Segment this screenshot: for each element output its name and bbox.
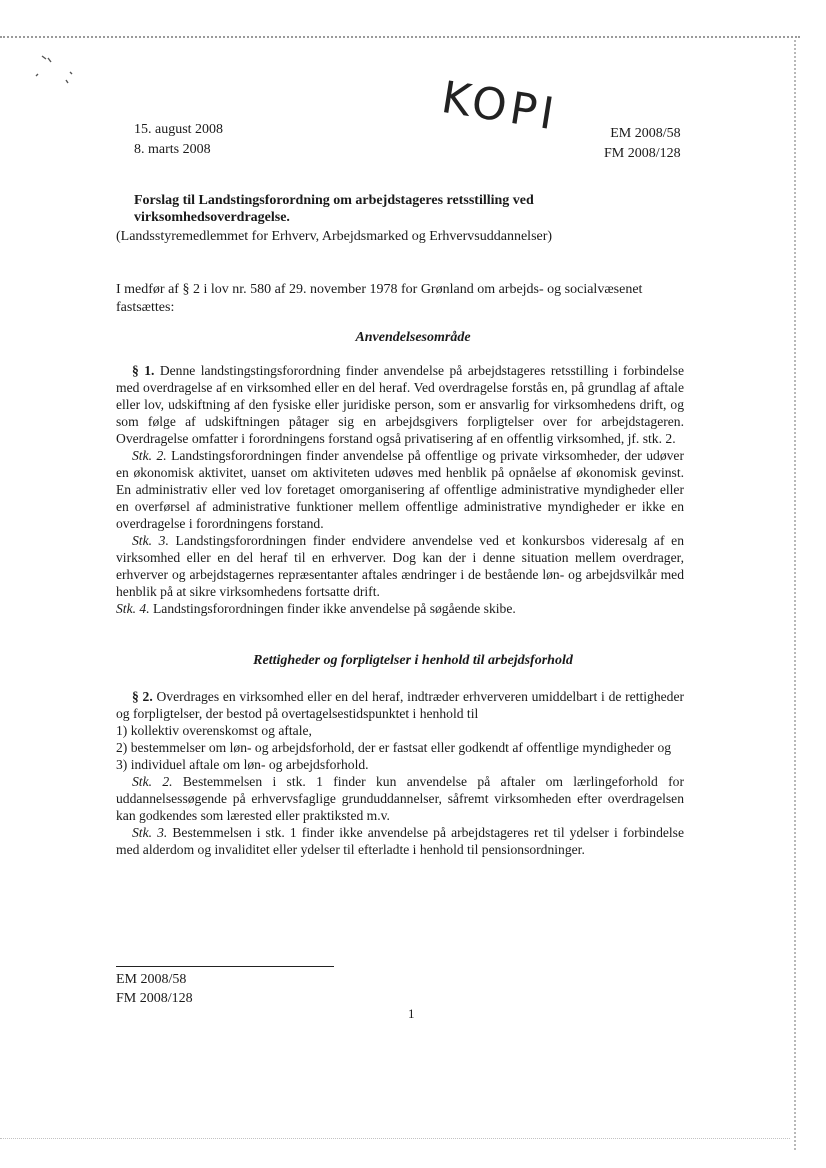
list-item: 2) bestemmelser om løn- og arbejdsforhold, der er fastsat eller godkendt af offentlige myndigheder og	[116, 740, 672, 755]
subsection-mark: Stk. 3.	[132, 825, 168, 840]
subsection-mark: Stk. 3.	[132, 533, 169, 548]
footnote-divider	[116, 966, 334, 967]
section-heading-rights: Rettigheder og forpligtelser i henhold til arbejdsforhold	[253, 653, 573, 668]
document-dates	[134, 120, 223, 160]
subsection-3	[116, 532, 684, 600]
paragraph-1	[116, 362, 684, 447]
subsection-2	[116, 447, 684, 532]
footer-ref: FM 2008/128	[116, 991, 193, 1006]
scan-edge-right	[794, 40, 796, 1150]
scan-edge-bottom	[0, 1138, 790, 1139]
preamble: I medfør af § 2 i lov nr. 580 af 29. november 1978 for Grønland om arbejds- og socialvæsenet fastsættes:	[116, 282, 643, 315]
date-line: 15. august 2008	[134, 122, 224, 137]
section-2-body	[116, 688, 684, 858]
case-references	[604, 124, 681, 164]
date-line: 8. marts 2008	[134, 142, 211, 157]
list-item: 1) kollektiv overenskomst og aftale,	[116, 723, 312, 738]
kopi-stamp: KOPI	[438, 72, 562, 141]
subsection-mark: Stk. 4.	[116, 601, 150, 616]
footer-references	[116, 970, 193, 1008]
paragraph-text: Denne landstingstingsforordning finder anvendelse på arbejdstageres retsstilling i forbindelse med overdragelse af en virksomhed eller en del heraf. Ved overdragelse forstås en, på grundlag af aftale eller lov, udskiftning af den fysiske eller juridiske person, som er ansvarlig for virksomhedens drift, og som følge af udskiftningen påtager sig en arbejdsgivers forpligtelser over for arbejdstageren. Overdragelse omfatter i forordningens forstand også privatisering af en offentlig virksomhed, jf. stk. 2.	[116, 363, 684, 446]
page-number: 1	[408, 1006, 415, 1021]
footer-ref: EM 2008/58	[116, 972, 187, 987]
paragraph-2	[116, 688, 684, 722]
case-ref: FM 2008/128	[604, 146, 681, 161]
paragraph-text: Bestemmelsen i stk. 1 finder kun anvendelse på aftaler om lærlingeforhold for uddannelsessøgende på erhvervsfaglige grunduddannelser, såfremt virksomheden efter overdragelsen kan godkendes som lærested eller praktiksted m.v.	[116, 774, 684, 823]
subsection-mark: Stk. 2.	[132, 448, 167, 463]
subsection-3	[116, 824, 684, 858]
paragraph-text: Overdrages en virksomhed eller en del heraf, indtræder erhververen umiddelbart i de rettigheder og forpligtelser, der bestod på overtagelsestidspunktet i henhold til	[116, 689, 685, 721]
subsection-2	[116, 773, 684, 824]
section-mark: § 2.	[132, 689, 153, 704]
scan-edge-top	[0, 36, 800, 38]
paragraph-text: Bestemmelsen i stk. 1 finder ikke anvendelse på arbejdstageres ret til ydelser i forbindelse med alderdom og invaliditet eller ydelser til efterladte i henhold til pensionsordninger.	[116, 825, 684, 857]
document-subtitle: (Landsstyremedlemmet for Erhverv, Arbejdsmarked og Erhvervsuddannelser)	[116, 229, 553, 244]
paragraph-text: Landstingsforordningen finder endvidere anvendelse ved et konkursbos videresalg af en virksomhed eller en del heraf til en erhverver. Dog kan der i denne situation mellem overdrager, erhverver og arbejdstagernes repræsentanter aftales ændringer i de bestående løn- og arbejdsvilkår med henblik på at sikre virksomhedens fortsatte drift.	[116, 533, 684, 599]
subsection-mark: Stk. 2.	[132, 774, 173, 789]
paragraph-text: Landstingsforordningen finder ikke anvendelse på søgående skibe.	[149, 601, 516, 616]
section-1-body	[116, 362, 684, 617]
scan-specks	[30, 50, 80, 90]
subsection-4	[116, 600, 684, 617]
section-mark: § 1.	[132, 363, 155, 378]
list-item: 3) individuel aftale om løn- og arbejdsforhold.	[116, 757, 369, 772]
case-ref: EM 2008/58	[610, 126, 681, 141]
document-title: Forslag til Landstingsforordning om arbejdstageres retsstilling ved virksomhedsoverdragelse.	[134, 193, 534, 225]
section-heading-scope: Anvendelsesområde	[355, 330, 471, 345]
paragraph-text: Landstingsforordningen finder anvendelse på offentlige og private virksomheder, der udøver en økonomisk aktivitet, uanset om aktiviteten udøves med henblik på opnåelse af økonomisk gevinst. En administrativ eller ved lov foretaget omorganisering af offentlige administrative myndigheder eller en overførsel af administrative funktioner mellem offentlige administrative myndigheder er ikke en overdragelse i forordningens forstand.	[116, 448, 684, 531]
